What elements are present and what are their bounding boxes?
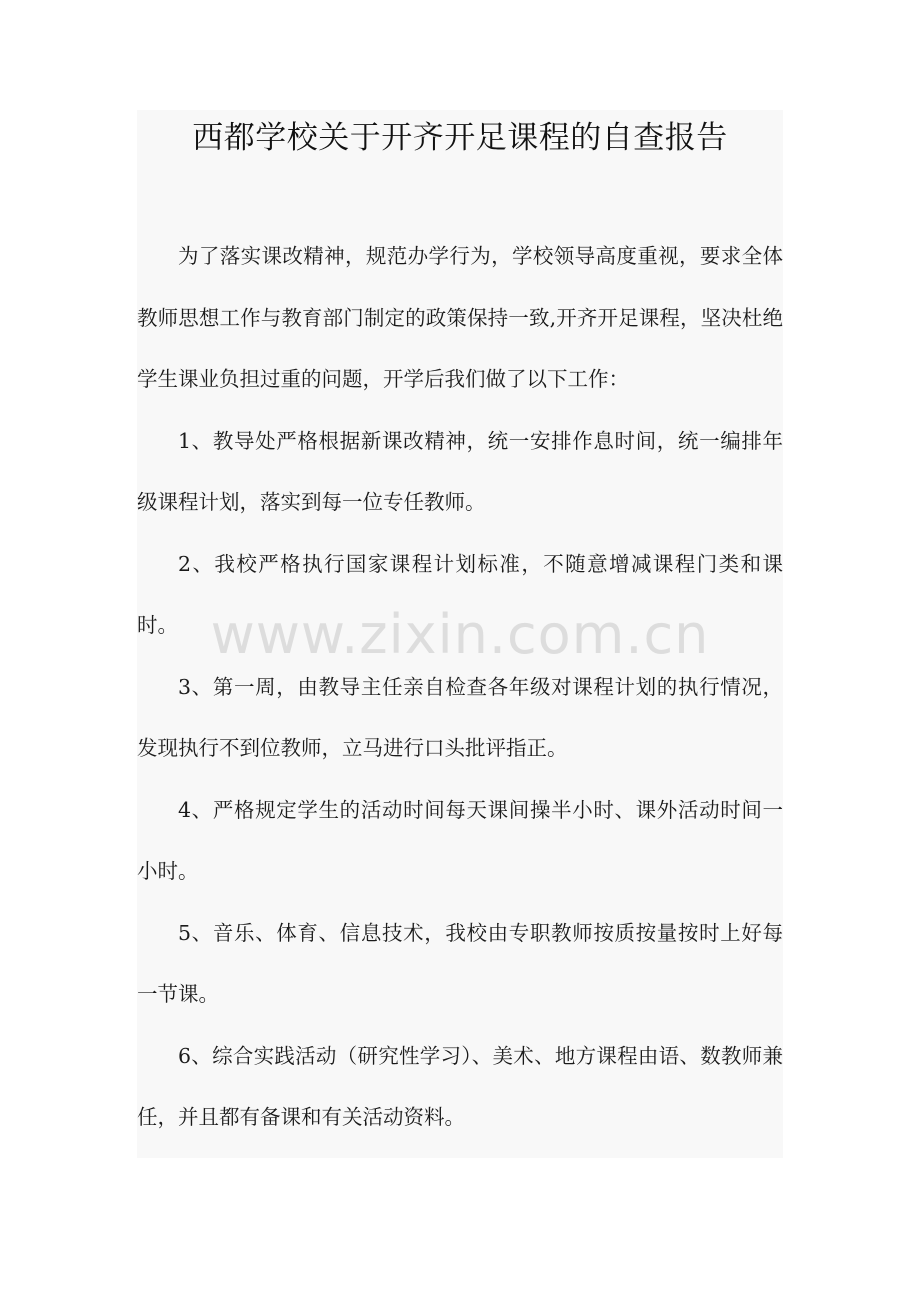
- paragraph-item-6: 6、综合实践活动（研究性学习）、美术、地方课程由语、数教师兼任，并且都有备课和有关活动资料。: [137, 1043, 783, 1129]
- document-title: 西都学校关于开齐开足课程的自查报告: [192, 120, 728, 156]
- paragraph-intro: 为了落实课改精神，规范办学行为，学校领导高度重视，要求全体教师思想工作与教育部门制定的政策保持一致,开齐开足课程，坚决杜绝学生课业负担过重的问题，开学后我们做了以下工作：: [137, 244, 783, 391]
- document-body: [137, 226, 783, 1149]
- watermark: www.zixin.com.cn: [210, 603, 710, 666]
- document-page: [137, 110, 783, 1158]
- paragraph-item-5: 5、音乐、体育、信息技术，我校由专职教师按质按量按时上好每一节课。: [137, 920, 783, 1006]
- paragraph-item-1: 1、教导处严格根据新课改精神，统一安排作息时间，统一编排年级课程计划，落实到每一位专任教师。: [137, 428, 783, 514]
- paragraph-item-3: 3、第一周，由教导主任亲自检查各年级对课程计划的执行情况，发现执行不到位教师，立马进行口头批评指正。: [137, 674, 783, 760]
- paragraph-item-2: 2、我校严格执行国家课程计划标准，不随意增减课程门类和课时。: [137, 551, 783, 637]
- paragraph-item-4: 4、严格规定学生的活动时间每天课间操半小时、课外活动时间一小时。: [137, 797, 783, 883]
